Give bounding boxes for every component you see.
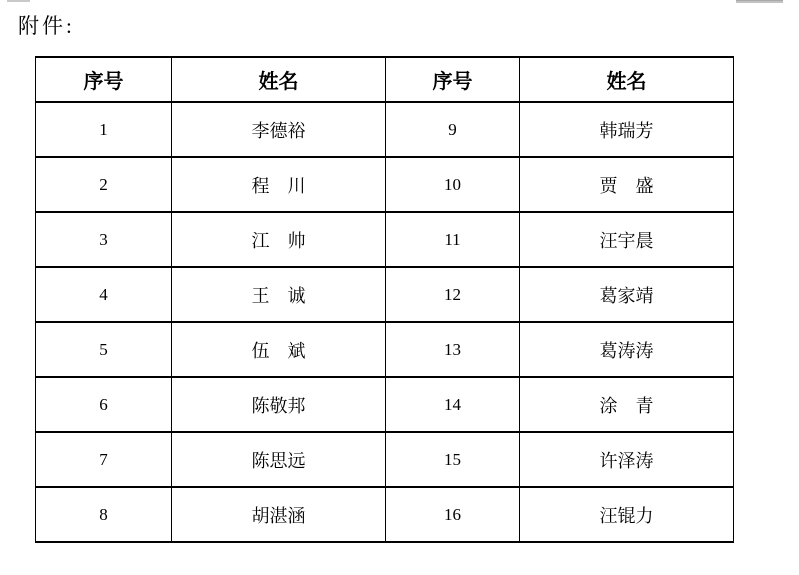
name-cell: 葛涛涛 (520, 322, 734, 377)
name-cell: 涂 青 (520, 377, 734, 432)
table-row (36, 322, 734, 377)
serial-cell: 2 (36, 157, 172, 212)
header-name-right: 姓名 (520, 57, 734, 102)
roster-table (35, 56, 734, 543)
name-cell: 葛家靖 (520, 267, 734, 322)
top-edge-artifact-left (7, 0, 30, 2)
name-cell: 程 川 (172, 157, 386, 212)
table-row (36, 432, 734, 487)
table-row (36, 157, 734, 212)
name-cell: 韩瑞芳 (520, 102, 734, 157)
header-name-left: 姓名 (172, 57, 386, 102)
name-cell: 伍 斌 (172, 322, 386, 377)
attachment-label: 附件: (18, 14, 75, 38)
top-edge-artifact-right (736, 0, 783, 3)
serial-cell: 15 (386, 432, 520, 487)
serial-cell: 1 (36, 102, 172, 157)
serial-cell: 7 (36, 432, 172, 487)
serial-cell: 9 (386, 102, 520, 157)
table-row (36, 212, 734, 267)
table-row (36, 377, 734, 432)
serial-cell: 3 (36, 212, 172, 267)
name-cell: 江 帅 (172, 212, 386, 267)
serial-cell: 12 (386, 267, 520, 322)
table-row (36, 487, 734, 542)
name-cell: 王 诚 (172, 267, 386, 322)
header-row (36, 57, 734, 102)
table-row (36, 102, 734, 157)
serial-cell: 6 (36, 377, 172, 432)
name-cell: 汪锟力 (520, 487, 734, 542)
name-cell: 汪宇晨 (520, 212, 734, 267)
table-row (36, 267, 734, 322)
header-serial-right: 序号 (386, 57, 520, 102)
serial-cell: 16 (386, 487, 520, 542)
serial-cell: 11 (386, 212, 520, 267)
name-cell: 陈敬邦 (172, 377, 386, 432)
serial-cell: 14 (386, 377, 520, 432)
serial-cell: 5 (36, 322, 172, 377)
name-cell: 李德裕 (172, 102, 386, 157)
serial-cell: 13 (386, 322, 520, 377)
name-cell: 贾 盛 (520, 157, 734, 212)
name-cell: 许泽涛 (520, 432, 734, 487)
name-cell: 陈思远 (172, 432, 386, 487)
serial-cell: 10 (386, 157, 520, 212)
serial-cell: 4 (36, 267, 172, 322)
name-cell: 胡湛涵 (172, 487, 386, 542)
serial-cell: 8 (36, 487, 172, 542)
header-serial-left: 序号 (36, 57, 172, 102)
